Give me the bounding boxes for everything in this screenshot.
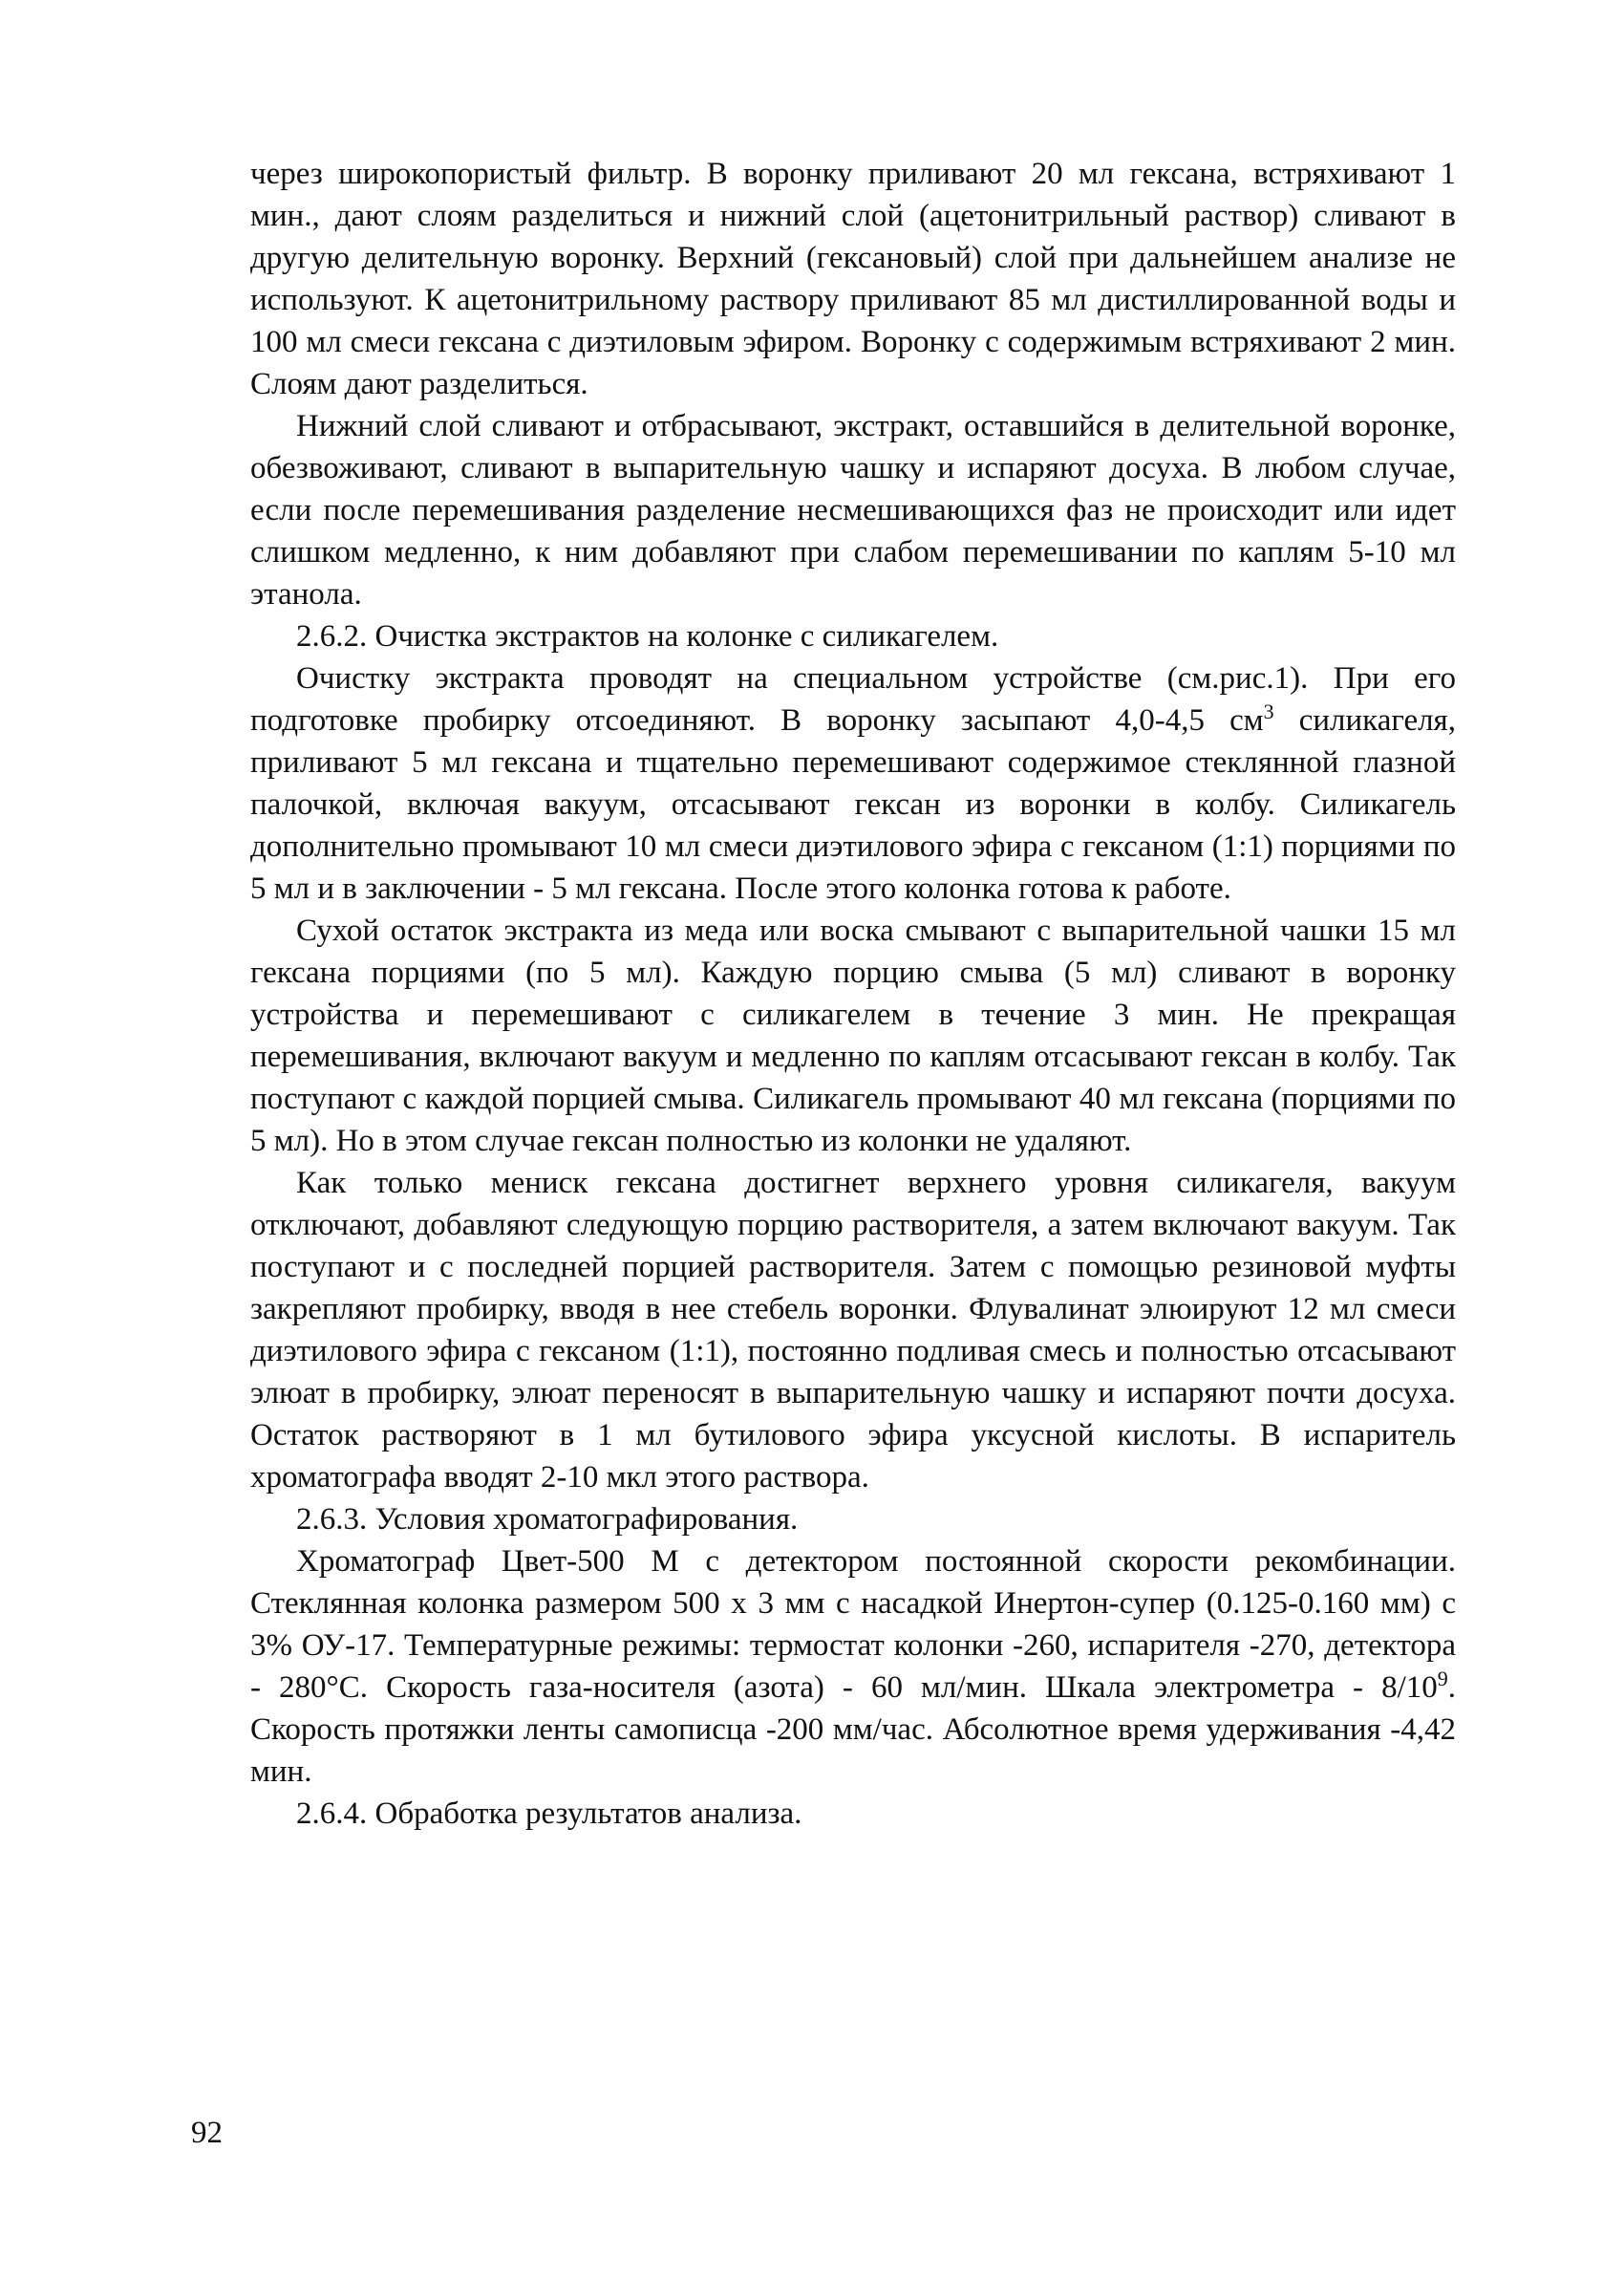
paragraph-chromatograph-part2: . Скорость протяжки ленты самописца -200 мм/час. Абсолютное время удерживания -4,42 мин.	[250, 1670, 1456, 1789]
paragraph-chromatograph-part1: Хроматограф Цвет-500 М с детектором постоянной скорости рекомбинации. Стеклянная колонка размером 500 х 3 мм с насадкой Инертон-супер (0.125-0.160 мм) с 3% ОУ-17. Температурные режимы: термостат колонки -260, испарителя -270, детектора - 280°С. Скорость газа-носителя (азота) - 60 мл/мин. Шкала электрометра - 8/10	[250, 1544, 1456, 1705]
section-heading-2-6-4: 2.6.4. Обработка результатов анализа.	[296, 1796, 802, 1831]
section-heading-2-6-2: 2.6.2. Очистка экстрактов на колонке с силикагелем.	[296, 619, 999, 654]
superscript-exponent: 9	[1437, 1667, 1448, 1690]
paragraph-chromatograph-conditions	[250, 1540, 1456, 1793]
paragraph-extraction-continued: через широкопористый фильтр. В воронку приливают 20 мл гексана, встряхивают 1 мин., дают слоям разделиться и нижний слой (ацетонитрильный раствор) сливают в другую делительную воронку. Верхний (гексановый) слой при дальнейшем анализе не используют. К ацетонитрильному раствору приливают 85 мл дистиллированной воды и 100 мл смеси гексана с диэтиловым эфиром. Воронку с содержимым встряхивают 2 мин. Слоям дают разделиться.	[250, 157, 1456, 401]
page-number: 92	[191, 2116, 223, 2150]
paragraph-column-preparation-part1: Очистку экстракта проводят на специальном устройстве (см.рис.1). При его подготовке пробирку отсоединяют. В воронку засыпают 4,0-4,5 см	[250, 661, 1456, 738]
paragraph-column-preparation	[250, 657, 1456, 910]
paragraph-dry-residue: Сухой остаток экстракта из меда или воска смывают с выпарительной чашки 15 мл гексана порциями (по 5 мл). Каждую порцию смыва (5 мл) сливают в воронку устройства и перемешивают с силикагелем в течение 3 мин. Не прекращая перемешивания, включают вакуум и медленно по каплям отсасывают гексан в колбу. Так поступают с каждой порцией смыва. Силикагель промывают 40 мл гексана (порциями по 5 мл). Но в этом случае гексан полностью из колонки не удаляют.	[250, 914, 1456, 1158]
section-heading-2-6-3: 2.6.3. Условия хроматографирования.	[296, 1502, 799, 1537]
paragraph-column-preparation-part2: силикагеля, приливают 5 мл гексана и тщательно перемешивают содержимое стеклянной глазной палочкой, включая вакуум, отсасывают гексан из воронки в колбу. Силикагель дополнительно промывают 10 мл смеси диэтилового эфира с гексаном (1:1) порциями по 5 мл и в заключении - 5 мл гексана. После этого колонка готова к работе.	[250, 703, 1456, 906]
paragraph-elution: Как только мениск гексана достигнет верхнего уровня силикагеля, вакуум отключают, добавляют следующую порцию растворителя, а затем включают вакуум. Так поступают и с последней порцией растворителя. Затем с помощью резиновой муфты закрепляют пробирку, вводя в нее стебель воронки. Флувалинат элюируют 12 мл смеси диэтилового эфира с гексаном (1:1), постоянно подливая смесь и полностью отсасывают элюат в пробирку, элюат переносят в выпарительную чашку и испаряют почти досуха. Остаток растворяют в 1 мл бутилового эфира уксусной кислоты. В испаритель хроматографа вводят 2-10 мкл этого раствора.	[250, 1166, 1456, 1495]
body-text	[250, 153, 1456, 1835]
superscript-cubic: 3	[1263, 699, 1274, 723]
paragraph-lower-layer: Нижний слой сливают и отбрасывают, экстракт, оставшийся в делительной воронке, обезвоживают, сливают в выпарительную чашку и испаряют досуха. В любом случае, если после перемешивания разделение несмешивающихся фаз не происходит или идет слишком медленно, к ним добавляют при слабом перемешивании по каплям 5-10 мл этанола.	[250, 409, 1456, 612]
